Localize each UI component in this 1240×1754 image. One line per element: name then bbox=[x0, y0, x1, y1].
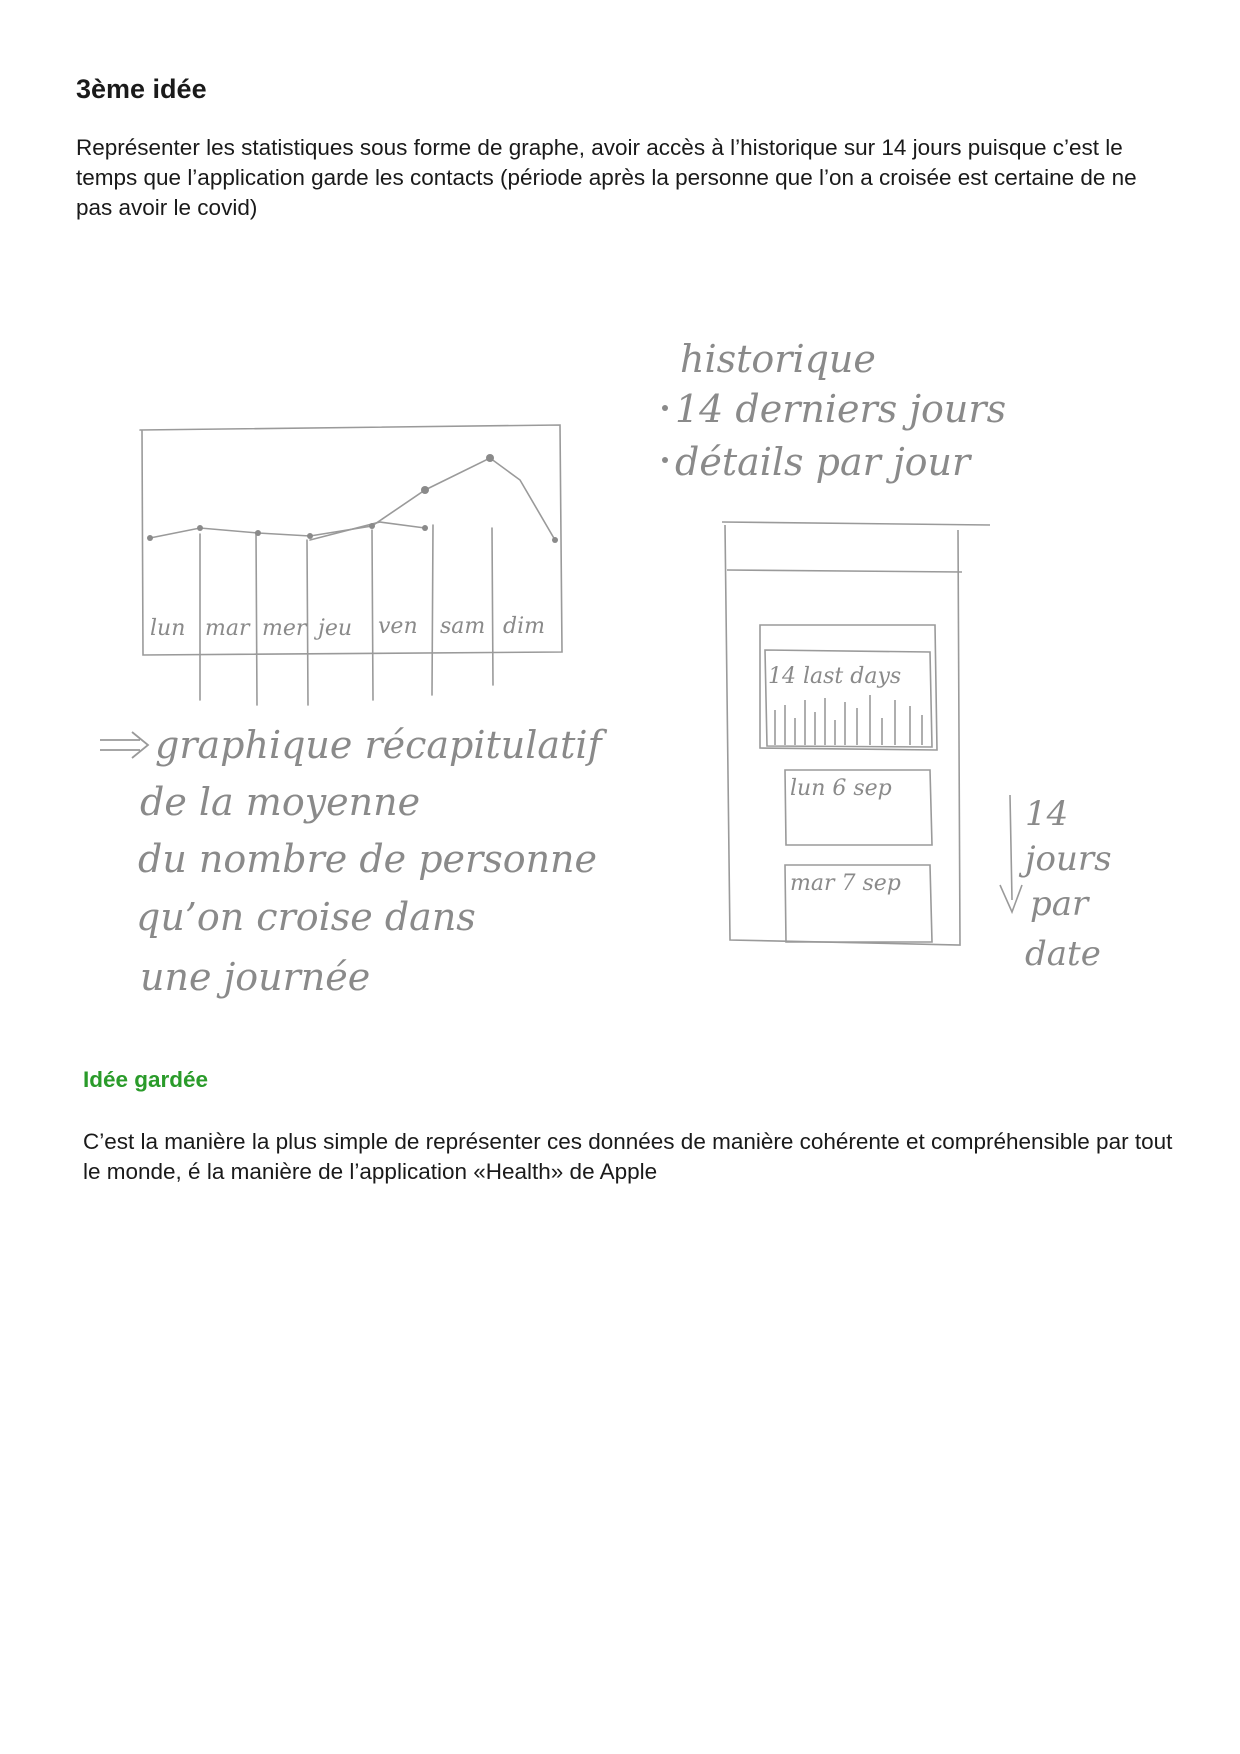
day-card-title: lun 6 sep bbox=[790, 776, 892, 801]
day-label: mar bbox=[205, 616, 250, 641]
summary-card-title: 14 last days bbox=[768, 664, 902, 689]
notes-bullet: 14 derniers jours bbox=[675, 387, 1007, 431]
caption-line: du nombre de personne bbox=[138, 837, 598, 881]
caption-line: une journée bbox=[140, 955, 371, 999]
day-card-title: mar 7 sep bbox=[790, 871, 901, 896]
arrow-down-icon bbox=[1000, 795, 1022, 912]
day-label: lun bbox=[150, 616, 186, 641]
day-label: mer bbox=[262, 616, 307, 641]
caption-line: de la moyenne bbox=[140, 780, 421, 824]
conclusion-paragraph: C’est la manière la plus simple de représenter ces données de manière cohérente et compréhensible par tout le monde, é la manière de l’application «Health» de Apple bbox=[83, 1129, 1173, 1184]
side-note: 14 bbox=[1025, 794, 1069, 834]
caption-line: graphique récapitulatif bbox=[155, 723, 602, 767]
day-label: sam bbox=[440, 614, 486, 639]
arrow-icon bbox=[100, 732, 148, 758]
day-label: ven bbox=[378, 614, 418, 639]
intro-paragraph: Représenter les statistiques sous forme de graphe, avoir accès à l’historique sur 14 jours puisque c’est le temps que l’application garde les contacts (période après la personne que l’on a croisée est certaine de ne pas avoir le covid) bbox=[76, 135, 1137, 220]
section-heading: 3ème idée bbox=[76, 74, 207, 104]
caption-line: qu’on croise dans bbox=[136, 895, 476, 939]
kept-idea-label: Idée gardée bbox=[83, 1067, 209, 1092]
side-note: jours bbox=[1025, 839, 1112, 879]
notes-bullet: détails par jour bbox=[675, 440, 971, 484]
line-series-secondary bbox=[310, 522, 425, 540]
day-label: dim bbox=[503, 614, 545, 639]
side-note: par bbox=[1030, 884, 1089, 924]
notes-title: historique bbox=[680, 337, 876, 381]
day-label: jeu bbox=[318, 616, 353, 641]
pencil-sketch bbox=[0, 300, 1240, 1040]
line-series-main bbox=[150, 458, 555, 540]
side-note: date bbox=[1025, 934, 1101, 974]
